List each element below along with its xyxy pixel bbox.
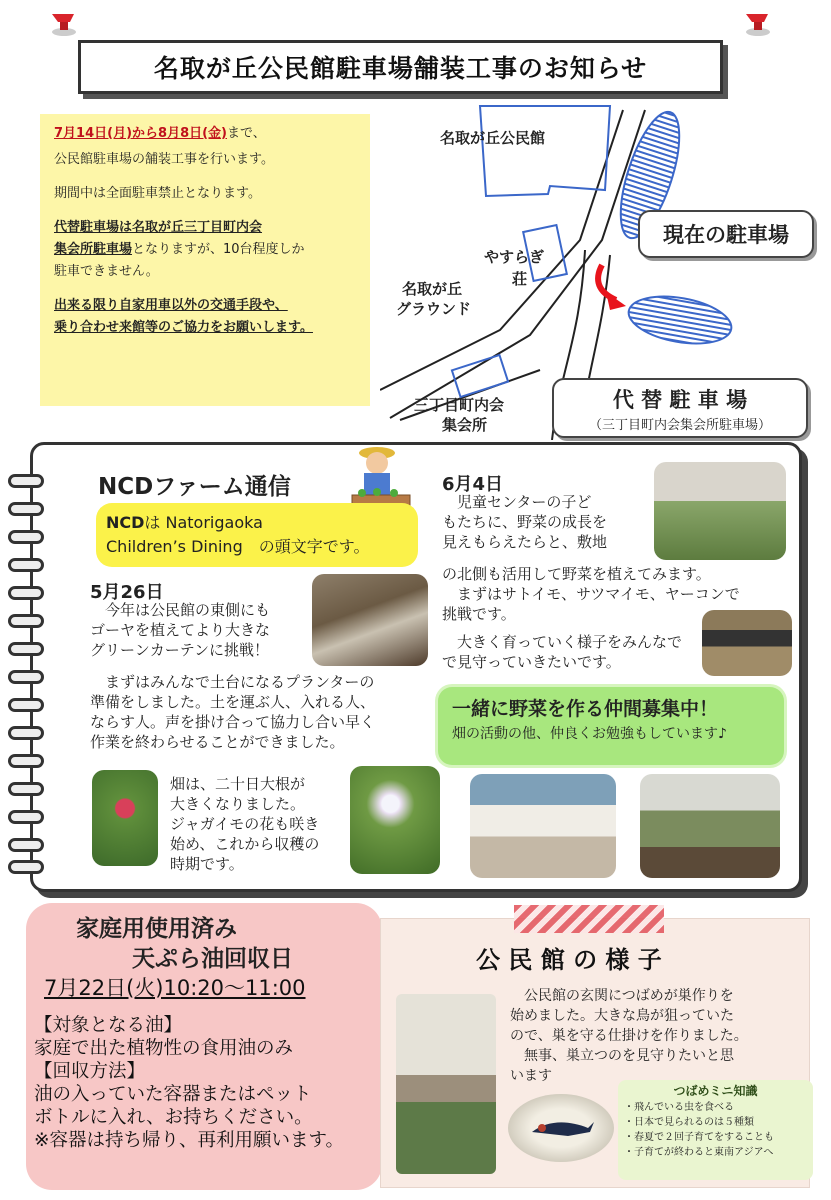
alt-parking-line-3: 駐車できません。 xyxy=(54,264,159,279)
june-line-3: 見えもらえたらと、敷地 xyxy=(442,533,608,551)
map-label-hall-1: 三丁目町内会 xyxy=(414,396,505,414)
may-line-6: ならす人。声を掛け合って協力し合い早く xyxy=(90,713,376,731)
radish-line-3: ジャガイモの花も咲き xyxy=(170,815,320,833)
june-line-5: まずはサトイモ、サツマイモ、ヤーコンで xyxy=(442,585,740,603)
ncd-acronym-line-2: Children’s Dining の頭文字です。 xyxy=(106,537,370,556)
recruit-title: 一緒に野菜を作る仲間募集中！ xyxy=(452,698,719,720)
may-line-5: 準備をしました。土を運ぶ人、入れる人、 xyxy=(90,693,376,711)
photo-entrance-ladder xyxy=(396,994,496,1174)
june-4-date: 6月4日 xyxy=(442,474,504,495)
radish-line-4: 始め、これから収穫の xyxy=(170,835,320,853)
decorative-tape xyxy=(514,905,664,933)
swallow-fact-1: ・飛んでいる虫を食べる xyxy=(624,1102,734,1113)
kominkan-line-3: ので、巣を守る仕掛けを作りました。 xyxy=(510,1028,748,1044)
oil-line-5: ボトルに入れ、お持ちください。 xyxy=(34,1107,313,1128)
photo-field-work xyxy=(654,462,786,560)
request-line-2: 乗り合わせ来館等のご協力をお願いします。 xyxy=(54,320,313,335)
oil-title-1: 家庭用使用済み xyxy=(76,916,237,942)
radish-text xyxy=(170,774,346,874)
recruit-subtitle: 畑の活動の他、仲良くお勉強もしています♪ xyxy=(452,726,727,742)
oil-line-1: 【対象となる油】 xyxy=(34,1015,183,1036)
swallow-facts-title: つばめミニ知識 xyxy=(673,1084,758,1098)
request-line-1: 出来る限り自家用車以外の交通手段や、 xyxy=(54,298,288,313)
june-line-2: もたちに、野菜の成長を xyxy=(442,513,608,531)
alt-parking-line-2-bold: 集会所駐車場 xyxy=(54,242,133,257)
alt-parking-line-1: 代替駐車場は名取が丘三丁目町内会 xyxy=(54,220,263,235)
period-suffix: まで、 xyxy=(227,126,266,141)
kominkan-text xyxy=(510,986,806,1086)
page-title: 名取が丘公民館駐車場舗装工事のお知らせ xyxy=(153,54,648,83)
ncd-acronym-bold: NCD xyxy=(106,513,145,532)
radish-line-1: 畑は、二十日大根が xyxy=(170,775,306,793)
oil-line-3: 【回収方法】 xyxy=(34,1061,146,1082)
title-banner xyxy=(78,40,723,94)
swallow-icon xyxy=(528,1112,598,1146)
june-line-4: の北側も活用して野菜を植えてみます。 xyxy=(442,565,711,583)
kominkan-line-2: 始めました。大きな鳥が狙っていた xyxy=(510,1008,734,1024)
alt-parking-sublabel: （三丁目町内会集会所駐車場） xyxy=(588,418,771,433)
notice-box xyxy=(40,114,370,406)
kominkan-line-1: 公民館の玄関につばめが巣作りを xyxy=(524,988,734,1004)
oil-line-2: 家庭で出た植物性の食用油のみ xyxy=(34,1038,294,1059)
map-label-yasuragi: やすらぎ xyxy=(484,248,545,266)
current-parking-label: 現在の駐車場 xyxy=(663,223,789,247)
june-line-1: 児童センターの子ど xyxy=(442,493,592,511)
ncd-title: NCDファーム通信 xyxy=(98,474,291,500)
june-line-8: で見守っていきたいです。 xyxy=(442,653,621,671)
photo-radish xyxy=(92,770,158,866)
ncd-acronym-note xyxy=(96,503,418,567)
swallow-fact-4: ・子育てが終わると東南アジアへ xyxy=(624,1147,774,1158)
oil-line-4: 油の入っていた容器またはペット xyxy=(34,1084,312,1105)
oil-line-6: ※容器は持ち帰り、再利用願います。 xyxy=(34,1130,345,1151)
radish-line-5: 時期です。 xyxy=(170,855,244,873)
map-label-yasuragi-2: 荘 xyxy=(512,270,528,288)
current-parking-callout xyxy=(638,210,814,258)
kominkan-line-4: 無事、巣立つのを見守りたいと思 xyxy=(510,1048,734,1064)
may-line-3: グリーンカーテンに挑戦！ xyxy=(90,641,269,659)
photo-planter-work xyxy=(312,574,428,666)
pushpin-right-icon xyxy=(738,8,778,38)
may-line-7: 作業を終わらせることができました。 xyxy=(90,733,345,751)
radish-line-2: 大きくなりました。 xyxy=(170,795,306,813)
alt-parking-callout xyxy=(552,378,808,438)
june-line-7: 大きく育っていく様子をみんなで xyxy=(442,633,683,651)
notice-line-2: 公民館駐車場の舗装工事を行います。 xyxy=(54,152,274,167)
may-line-2: ゴーヤを植えてより大きな xyxy=(90,621,271,639)
june-4-text-end xyxy=(442,632,702,672)
kominkan-title: 公 民 館 の 様 子 xyxy=(476,946,662,974)
photo-mulched-field xyxy=(702,610,792,676)
ncd-acronym-line-1: は Natorigaoka xyxy=(144,513,263,532)
oil-date: 7月22日(火)10:20～11:00 xyxy=(44,976,306,1000)
photo-potato-flower xyxy=(350,766,440,874)
photo-garden-group xyxy=(640,774,780,878)
alt-parking-line-2-rest: となりますが、10台程度しか xyxy=(132,242,305,257)
photo-study-group xyxy=(470,774,616,878)
swallow-fact-2: ・日本で見られるのは５種類 xyxy=(624,1117,754,1128)
june-line-6: 挑戦です。 xyxy=(442,605,516,623)
map-label-ground-1: 名取が丘 xyxy=(402,280,463,298)
map-label-ground-2: グラウンド xyxy=(396,300,472,318)
swallow-fact-3: ・春夏で２回子育てをすることも xyxy=(624,1132,774,1143)
construction-period: 7月14日(月)から8月8日(金) xyxy=(54,126,227,141)
oil-title-2: 天ぷら油回収日 xyxy=(132,946,293,972)
pushpin-left-icon xyxy=(44,8,84,38)
may-26-text-bottom xyxy=(90,672,430,752)
notice-line-3: 期間中は全面駐車禁止となります。 xyxy=(54,186,261,201)
may-26-date: 5月26日 xyxy=(90,582,164,603)
may-26-text-top xyxy=(90,600,310,660)
june-4-text-top xyxy=(442,492,652,552)
kominkan-line-5: います xyxy=(510,1068,552,1084)
recruit-banner xyxy=(438,687,784,765)
alt-parking-label: 代 替 駐 車 場 xyxy=(612,388,748,412)
map-label-kominkan: 名取が丘公民館 xyxy=(440,129,546,147)
may-line-1: 今年は公民館の東側にも xyxy=(90,601,271,619)
map-label-hall-2: 集会所 xyxy=(442,416,488,434)
may-line-4: まずはみんなで土台になるプランターの xyxy=(90,673,375,691)
oil-details xyxy=(34,1014,378,1152)
swallow-facts-box xyxy=(618,1080,813,1180)
